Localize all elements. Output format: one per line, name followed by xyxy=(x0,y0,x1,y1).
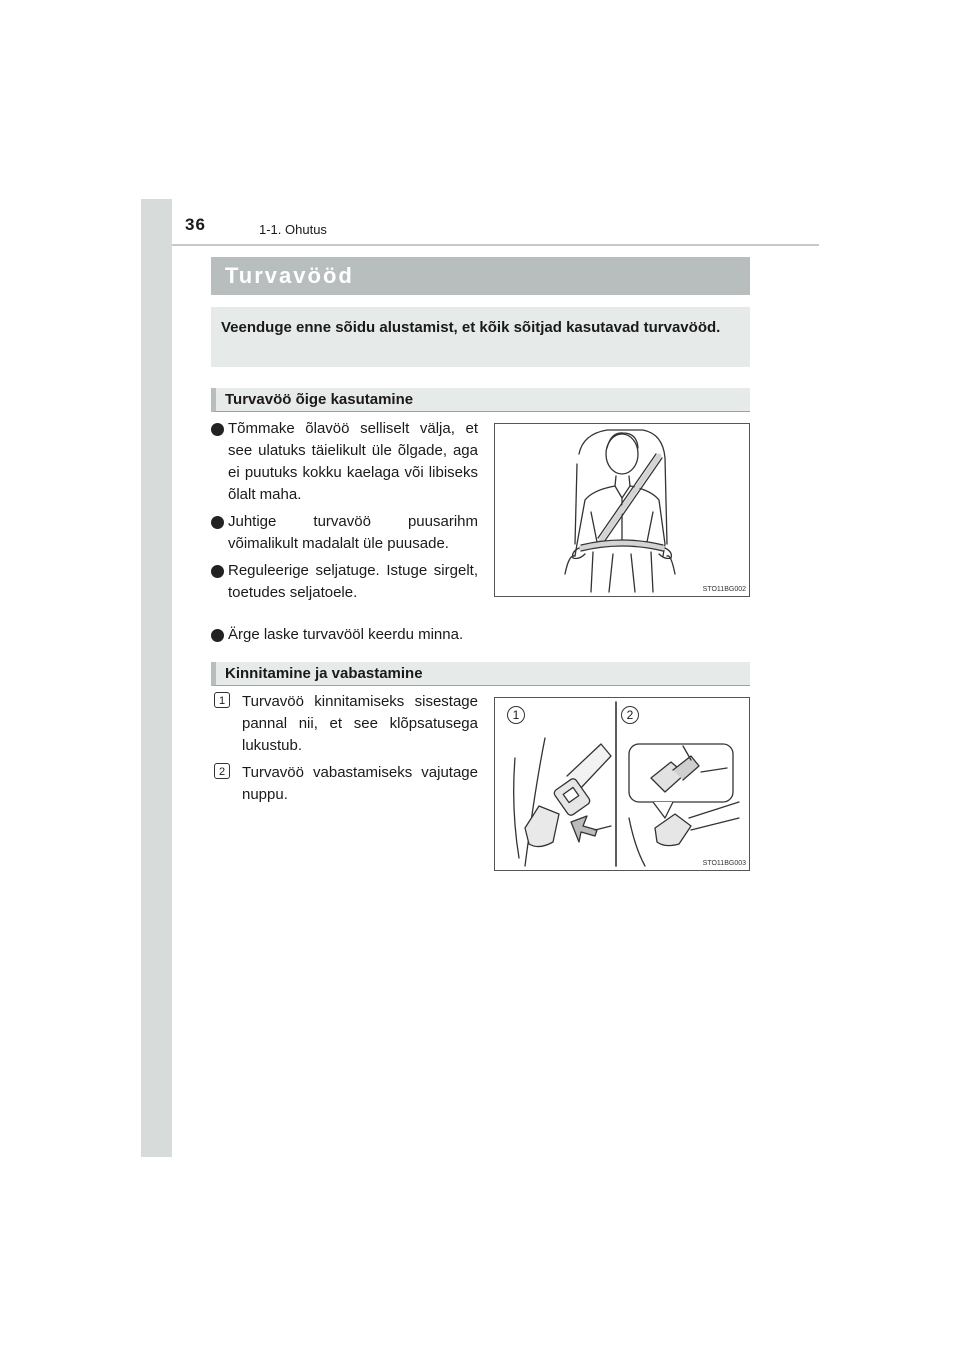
bullet-icon xyxy=(211,565,224,578)
subheading-fasten-release xyxy=(211,662,750,686)
header-rule xyxy=(172,244,819,246)
bullet-text: Tõmmake õlavöö selliselt välja, et see ulatuks täielikult üle õlgade, aga ei puutuks kokku kaelaga või libiseks õlalt maha. xyxy=(228,420,478,503)
list-item xyxy=(214,511,478,555)
bullet-icon xyxy=(211,423,224,436)
figure-code: STO11BG002 xyxy=(702,586,746,593)
step-number-badge: 1 xyxy=(214,692,230,708)
bullet-text: Ärge laske turvavööl keerdu minna. xyxy=(228,626,464,643)
list-item xyxy=(214,418,478,506)
list-item xyxy=(214,560,478,604)
bullet-icon xyxy=(211,629,224,642)
list-item xyxy=(214,624,463,646)
figure-label: 1 xyxy=(507,706,525,724)
page-number: 36 xyxy=(185,215,206,234)
seated-person-figure xyxy=(494,423,750,597)
usage-bullet-list xyxy=(214,418,478,609)
seated-person-illustration xyxy=(495,424,749,596)
subheading-correct-use-text: Turvavöö õige kasutamine xyxy=(225,391,414,408)
step-text: Turvavöö vabastamiseks vajutage nuppu. xyxy=(242,764,478,803)
bullet-text: Reguleerige seljatuge. Istuge sirgelt, toetudes seljatoele. xyxy=(228,562,478,601)
step-number-badge: 2 xyxy=(214,763,230,779)
intro-text: Veenduge enne sõidu alustamist, et kõik sõitjad kasutavad turvavööd. xyxy=(221,319,721,336)
step-text: Turvavöö kinnitamiseks sisestage pannal nii, et see klõpsatusega lukustub. xyxy=(242,693,478,754)
title-bar xyxy=(211,257,750,295)
figure-label: 2 xyxy=(621,706,639,724)
intro-box xyxy=(211,307,750,367)
subheading-correct-use xyxy=(211,388,750,412)
side-band xyxy=(141,199,172,1157)
subheading-fasten-release-text: Kinnitamine ja vabastamine xyxy=(225,665,423,682)
bullet-text: Juhtige turvavöö puusarihm võimalikult madalalt üle puusade. xyxy=(228,513,478,552)
bullet-icon xyxy=(211,516,224,529)
page-title: Turvavööd xyxy=(225,263,354,288)
buckle-illustration xyxy=(495,698,749,870)
buckle-figure xyxy=(494,697,750,871)
figure-code: STO11BG003 xyxy=(702,860,746,867)
section-name: 1-1. Ohutus xyxy=(259,222,327,237)
